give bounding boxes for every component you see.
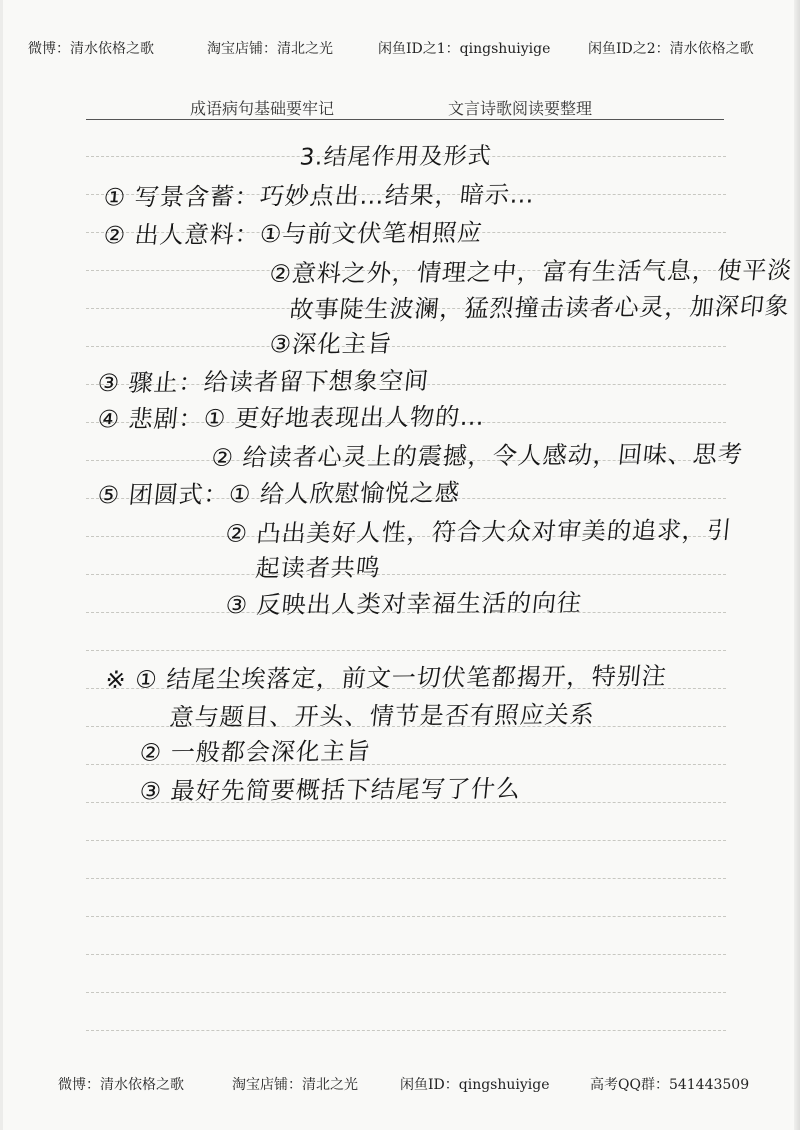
ruled-line <box>86 650 726 651</box>
note-line: ① 写景含蓄：巧妙点出…结果，暗示… <box>102 180 537 212</box>
notes-title: 3.结尾作用及形式 <box>298 143 494 171</box>
footer-xianyu: 闲鱼ID：qingshuiyige <box>400 1077 550 1093</box>
footer-watermark-bar <box>0 1074 800 1098</box>
page-edge-left <box>0 0 3 1130</box>
footer-weibo: 微博：清水依格之歌 <box>58 1077 184 1093</box>
note-line: ② 给读者心灵上的震撼，令人感动，回味、思考 <box>210 440 745 472</box>
note-line: ② 一般都会深化主旨 <box>138 737 373 767</box>
header-xianyu-2: 闲鱼ID之2：清水依格之歌 <box>588 41 754 57</box>
note-line: ②意料之外，情理之中，富有生活气息，使平淡 <box>268 256 794 288</box>
heading-left: 成语病句基础要牢记 <box>190 99 335 118</box>
ruled-line <box>86 878 726 879</box>
heading-rule <box>86 119 724 120</box>
note-line: 故事陡生波澜，猛烈撞击读者心灵，加深印象 <box>288 292 792 324</box>
note-line: ② 出人意料：①与前文伏笔相照应 <box>102 218 484 250</box>
note-line: ③ 骤止：给读者留下想象空间 <box>96 366 431 398</box>
ruled-line <box>86 992 726 993</box>
note-line: ⑤ 团圆式：① 给人欣慰愉悦之感 <box>96 478 462 510</box>
note-line: ※ ① 结尾尘埃落定，前文一切伏笔都揭开，特别注 <box>104 662 669 694</box>
note-line: 意与题目、开头、情节是否有照应关系 <box>168 700 597 732</box>
ruled-line <box>86 840 726 841</box>
heading-right: 文言诗歌阅读要整理 <box>448 99 593 118</box>
note-line: 起读者共鸣 <box>254 553 383 583</box>
note-line: ③深化主旨 <box>268 329 394 359</box>
note-line: ② 凸出美好人性，符合大众对审美的追求，引 <box>224 516 734 548</box>
page-edge-right <box>794 0 800 1130</box>
ruled-line <box>86 916 726 917</box>
footer-qq: 高考QQ群：541443509 <box>590 1077 750 1093</box>
note-line: ③ 最好先简要概括下结尾写了什么 <box>138 774 523 806</box>
note-line: ③ 反映出人类对幸福生活的向往 <box>224 588 584 620</box>
footer-taobao: 淘宝店铺：清北之光 <box>232 1077 358 1093</box>
notebook-headings <box>0 96 800 126</box>
ruled-line <box>86 954 726 955</box>
ruled-line <box>86 346 726 347</box>
header-watermark-bar <box>0 38 800 62</box>
ruled-line <box>86 574 726 575</box>
ruled-line <box>86 1030 726 1031</box>
header-xianyu-1: 闲鱼ID之1：qingshuiyige <box>378 41 551 57</box>
header-weibo: 微博：清水依格之歌 <box>28 41 154 57</box>
header-taobao: 淘宝店铺：清北之光 <box>207 41 333 57</box>
note-line: ④ 悲剧：① 更好地表现出人物的… <box>96 402 487 434</box>
